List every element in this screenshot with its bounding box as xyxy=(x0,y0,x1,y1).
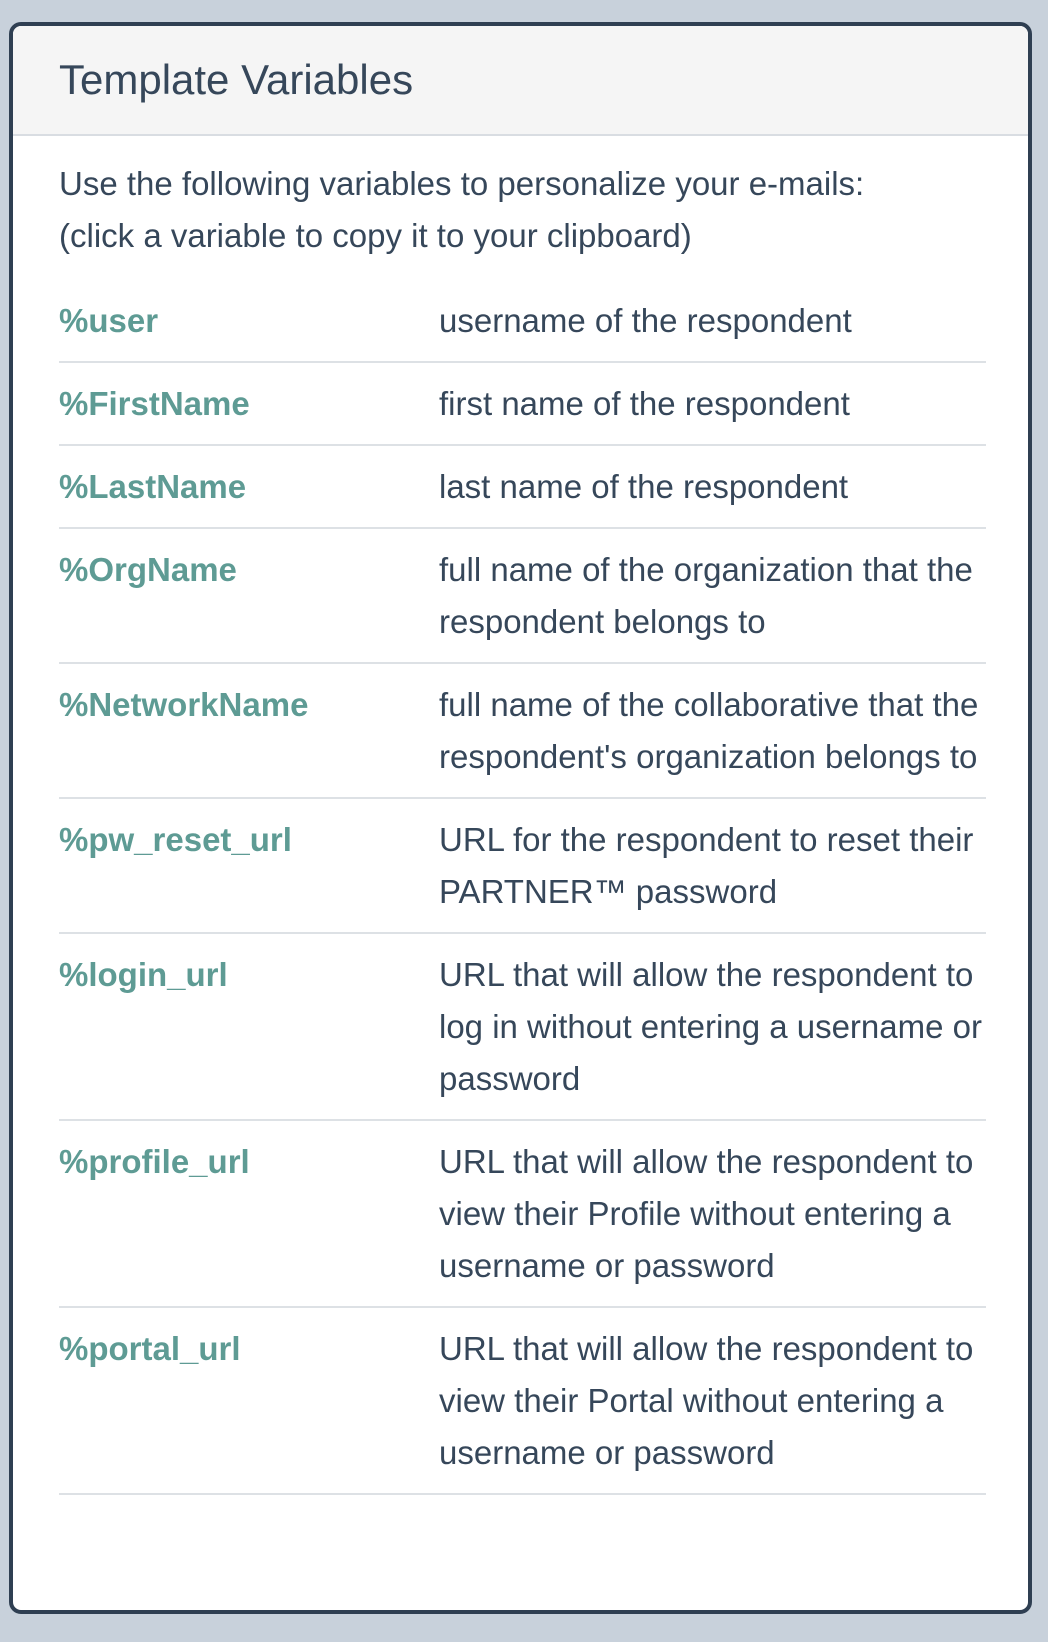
panel-title: Template Variables xyxy=(59,56,414,103)
variable-login-url[interactable]: %login_url xyxy=(59,956,228,993)
variable-description: full name of the collaborative that the respondent's organization belongs to xyxy=(439,686,979,775)
variable-profile-url[interactable]: %profile_url xyxy=(59,1143,250,1180)
variable-portal-url[interactable]: %portal_url xyxy=(59,1330,241,1367)
table-row xyxy=(59,445,986,528)
table-row xyxy=(59,1307,986,1494)
variables-table xyxy=(59,280,986,1495)
table-row xyxy=(59,362,986,445)
variable-user[interactable]: %user xyxy=(59,302,159,339)
variable-description: username of the respondent xyxy=(439,302,852,339)
intro-line-1: Use the following variables to personalize your e-mails: xyxy=(59,165,865,202)
variable-pw-reset-url[interactable]: %pw_reset_url xyxy=(59,821,292,858)
panel-header xyxy=(13,26,1028,136)
variable-lastname[interactable]: %LastName xyxy=(59,468,247,505)
variable-description: URL that will allow the respondent to view their Profile without entering a username or password xyxy=(439,1143,974,1284)
table-row xyxy=(59,280,986,362)
variable-description: URL that will allow the respondent to log in without entering a username or password xyxy=(439,956,982,1097)
variable-description: full name of the organization that the respondent belongs to xyxy=(439,551,973,640)
table-row xyxy=(59,663,986,798)
table-row xyxy=(59,933,986,1120)
variable-description: last name of the respondent xyxy=(439,468,849,505)
variable-description: URL that will allow the respondent to view their Portal without entering a username or password xyxy=(439,1330,974,1471)
variable-orgname[interactable]: %OrgName xyxy=(59,551,237,588)
variable-firstname[interactable]: %FirstName xyxy=(59,385,250,422)
intro-text xyxy=(59,158,982,262)
variable-description: URL for the respondent to reset their PARTNER™ password xyxy=(439,821,974,910)
variable-description: first name of the respondent xyxy=(439,385,850,422)
variable-networkname[interactable]: %NetworkName xyxy=(59,686,309,723)
panel-body xyxy=(13,136,1028,1495)
table-row xyxy=(59,1120,986,1307)
table-row xyxy=(59,798,986,933)
intro-line-2: (click a variable to copy it to your clipboard) xyxy=(59,217,692,254)
table-row xyxy=(59,528,986,663)
template-variables-panel xyxy=(9,22,1032,1614)
